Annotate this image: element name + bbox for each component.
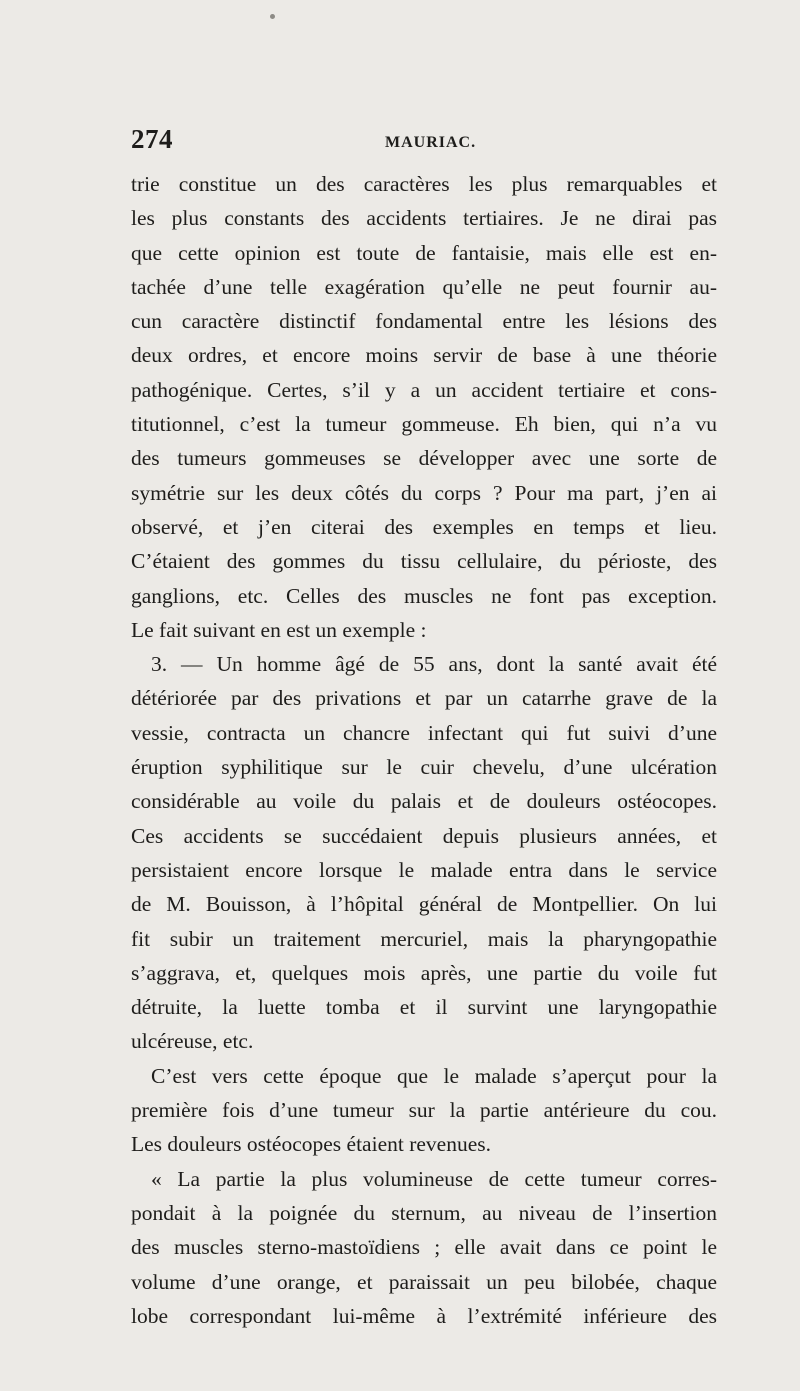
text-line: considérable au voile du palais et de douleurs ostéocopes. <box>131 789 717 814</box>
text-line: pathogénique. Certes, s’il y a un accident tertiaire et cons- <box>131 377 717 402</box>
text-line: s’aggrava, et, quelques mois après, une partie du voile fut <box>131 960 717 985</box>
text-line: C’est vers cette époque que le malade s’aperçut pour la <box>151 1063 717 1088</box>
text-line: de M. Bouisson, à l’hôpital général de Montpellier. On lui <box>131 892 717 917</box>
body-text <box>131 167 717 1333</box>
text-line: ganglions, etc. Celles des muscles ne font pas exception. <box>131 583 717 608</box>
text-line: observé, et j’en citerai des exemples en temps et lieu. <box>131 514 717 539</box>
text-line: volume d’une orange, et paraissait un peu bilobée, chaque <box>131 1269 717 1294</box>
running-head <box>131 124 717 158</box>
text-line: des muscles sterno-mastoïdiens ; elle avait dans ce point le <box>131 1235 717 1260</box>
text-line: fit subir un traitement mercuriel, mais la pharyngopathie <box>131 926 717 951</box>
text-line: éruption syphilitique sur le cuir chevelu, d’une ulcération <box>131 755 717 780</box>
text-line: que cette opinion est toute de fantaisie, mais elle est en- <box>131 240 717 265</box>
ink-speck <box>270 14 275 19</box>
text-line: symétrie sur les deux côtés du corps ? Pour ma part, j’en ai <box>131 480 717 505</box>
text-line: deux ordres, et encore moins servir de base à une théorie <box>131 343 717 368</box>
text-line: tachée d’une telle exagération qu’elle ne peut fournir au- <box>131 274 717 299</box>
text-line: lobe correspondant lui-même à l’extrémité inférieure des <box>131 1303 717 1328</box>
text-line: les plus constants des accidents tertiaires. Je ne dirai pas <box>131 206 717 231</box>
text-line: Ces accidents se succédaient depuis plusieurs années, et <box>131 823 717 848</box>
page-number: 274 <box>131 124 173 154</box>
text-line: pondait à la poignée du sternum, au niveau de l’insertion <box>131 1200 717 1225</box>
text-line: Les douleurs ostéocopes étaient revenues. <box>131 1132 491 1157</box>
text-line: première fois d’une tumeur sur la partie antérieure du cou. <box>131 1098 717 1123</box>
text-line: titutionnel, c’est la tumeur gommeuse. Eh bien, qui n’a vu <box>131 412 717 437</box>
text-line: cun caractère distinctif fondamental entre les lésions des <box>131 309 717 334</box>
text-line: « La partie la plus volumineuse de cette tumeur corres- <box>151 1166 717 1191</box>
text-line: 3. — Un homme âgé de 55 ans, dont la santé avait été <box>151 652 717 677</box>
text-line: persistaient encore lorsque le malade entra dans le service <box>131 857 717 882</box>
text-line: vessie, contracta un chancre infectant qui fut suivi d’une <box>131 720 717 745</box>
text-line: ulcéreuse, etc. <box>131 1029 254 1054</box>
text-line: trie constitue un des caractères les plus remarquables et <box>131 172 717 196</box>
text-line: Le fait suivant en est un exemple : <box>131 617 427 642</box>
text-line: détériorée par des privations et par un catarrhe grave de la <box>131 686 717 711</box>
text-line: C’étaient des gommes du tissu cellulaire, du périoste, des <box>131 549 717 574</box>
text-line: détruite, la luette tomba et il survint une laryngopathie <box>131 995 717 1020</box>
text-line: des tumeurs gommeuses se développer avec une sorte de <box>131 446 717 471</box>
running-title: MAURIAC. <box>385 134 477 151</box>
